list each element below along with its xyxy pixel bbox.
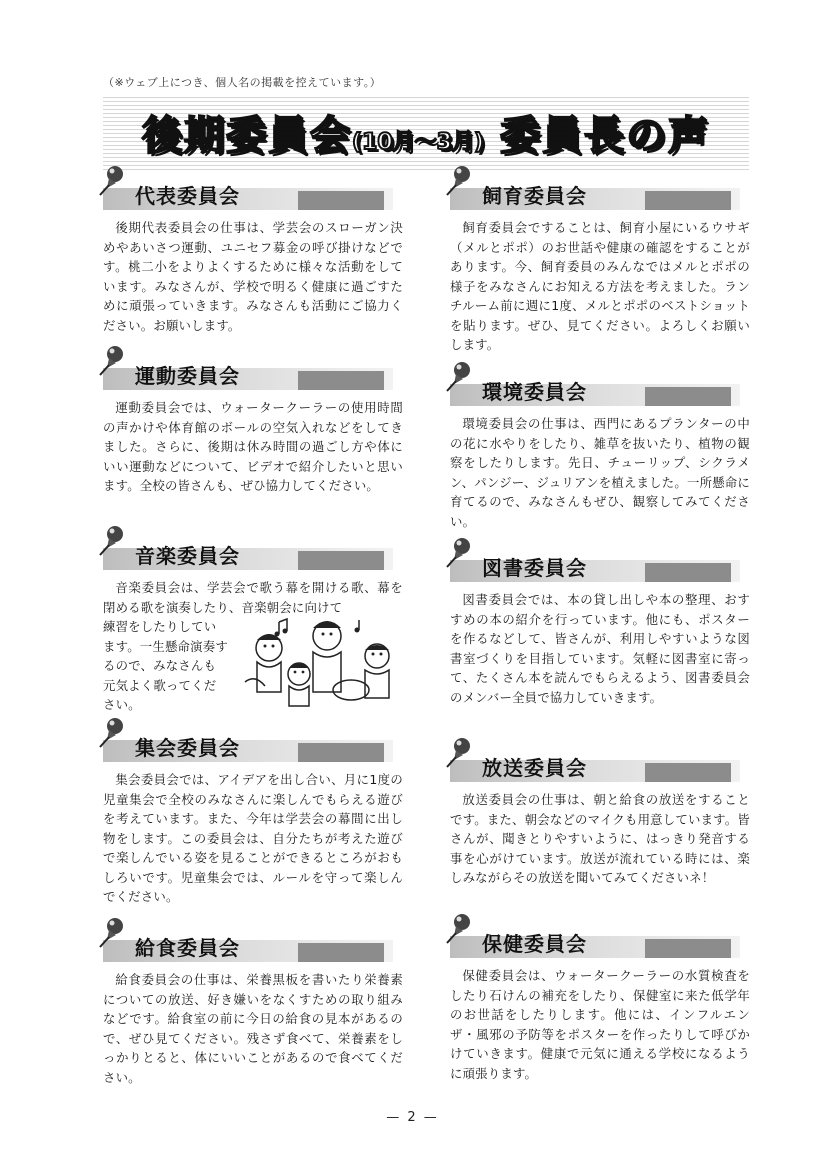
section-title: 運動委員会 [135, 364, 240, 388]
pushpin-icon [442, 360, 476, 394]
section-title: 給食委員会 [135, 936, 240, 960]
section-title: 集会委員会 [135, 736, 240, 760]
music-band-illustration [239, 612, 399, 710]
section-tosho [450, 548, 750, 707]
section-title: 飼育委員会 [482, 184, 587, 208]
section-body: 音楽委員会は、学芸会で歌う幕を開ける歌、幕を閉める歌を演奏したり、音楽朝会に向けて [103, 580, 403, 615]
title-tail: 委員長の声 [499, 112, 710, 159]
section-undo [103, 356, 403, 496]
section-header [450, 176, 750, 212]
section-body: 運動委員会では、ウォータークーラーの使用時間の声かけや体育館のボールの空気入れなどをしてきました。さらに、後期は休み時間の過ごし方や体にいい運動などについて、ビデオで紹介したいと思います。全校の皆さんも、ぜひ協力してください。 [103, 400, 403, 493]
section-title: 放送委員会 [482, 756, 587, 780]
redacted-name [645, 763, 731, 782]
section-body-continued: 練習をしたりしています。一生懸命演奏するので、みなさんも元気よく歌ってください。 [103, 619, 228, 712]
section-kyushoku [103, 928, 403, 1087]
section-hoso [450, 748, 750, 888]
section-header [450, 924, 750, 960]
redacted-name [298, 371, 384, 390]
redacted-name [298, 191, 384, 210]
redacted-name [298, 743, 384, 762]
section-kankyo [450, 372, 750, 531]
section-header [103, 356, 403, 392]
section-header [103, 176, 403, 212]
section-header [103, 536, 403, 572]
section-header [450, 548, 750, 584]
redacted-name [645, 191, 731, 210]
section-hoken [450, 924, 750, 1083]
section-shukai [103, 728, 403, 907]
section-title: 代表委員会 [135, 184, 240, 208]
pushpin-icon [442, 536, 476, 570]
redacted-name [645, 939, 731, 958]
page-title [142, 104, 710, 161]
section-header [450, 748, 750, 784]
title-period: (10月〜3月) [352, 129, 485, 155]
section-title: 図書委員会 [482, 556, 587, 580]
pushpin-icon [442, 736, 476, 770]
title-banner [103, 94, 749, 170]
redacted-name [298, 551, 384, 570]
section-daihyo [103, 176, 403, 335]
page-number: — 2 — [386, 1110, 439, 1125]
redacted-name [645, 387, 731, 406]
pushpin-icon [95, 916, 129, 950]
section-header [450, 372, 750, 408]
section-body: 後期代表委員会の仕事は、学芸会のスローガン決めやあいさつ運動、ユニセフ募金の呼び掛けなどです。桃二小をよりよくするために様々な活動をしています。みなさんが、学校で明るく健康に過ごすために頑張っていきます。みなさんも活動にご協力ください。お願いします。 [103, 220, 403, 333]
section-body: 放送委員会の仕事は、朝と給食の放送をすることです。また、朝会などのマイクも用意しています。皆さんが、聞きとりやすいように、はっきり発音する事を心がけています。放送が流れている時には、楽しみながらその放送を聞いてみてくださいネ！ [450, 792, 750, 885]
redacted-name [298, 943, 384, 962]
pushpin-icon [95, 164, 129, 198]
pushpin-icon [442, 164, 476, 198]
section-body: 飼育委員会ですることは、飼育小屋にいるウサギ（メルとポポ）のお世話や健康の確認をすることがあります。今、飼育委員のみんなではメルとポポの様子をみなさんにお知える方法を考えました。ランチルーム前に週に1度、メルとポポのベストショットを貼ります。ぜひ、見てください。よろしくお願いします。 [450, 220, 750, 352]
pushpin-icon [95, 524, 129, 558]
section-body: 図書委員会では、本の貸し出しや本の整理、おすすめの本の紹介を行っています。他にも、ポスターを作るなどして、皆さんが、利用しやすいような図書室づくりを目指しています。気軽に図書室に寄って、たくさん本を読んでもらえるよう、図書委員会のメンバー全員で協力していきます。 [450, 592, 750, 705]
section-header [103, 928, 403, 964]
pushpin-icon [95, 716, 129, 750]
section-body: 保健委員会は、ウォータークーラーの水質検査をしたり石けんの補充をしたり、保健室に来た低学年のお世話をしたりします。他には、インフルエンザ・風邪の予防等をポスターを作ったりして呼びかけていきます。健康で元気に通える学校になるように頑張ります。 [450, 968, 750, 1081]
section-body: 環境委員会の仕事は、西門にあるプランターの中の花に水やりをしたり、雑草を抜いたり、植物の観察をしたりします。先日、チューリップ、シクラメン、パンジー、ジュリアンを植えました。一所懸命に育てるので、みなさんもぜひ、観察してみてください。 [450, 416, 750, 529]
section-body: 給食委員会の仕事は、栄養黒板を書いたり栄養素についての放送、好き嫌いをなくすための取り組みなどです。給食室の前に今日の給食の見本があるので、ぜひ見てください。残さず食べて、栄養素をしっかりとると、体にいいことがあるので食べてください。 [103, 972, 403, 1085]
section-title: 保健委員会 [482, 932, 587, 956]
section-body: 集会委員会では、アイデアを出し合い、月に1度の児童集会で全校のみなさんに楽しんでもらえる遊びを考えています。また、今年は学芸会の幕間に出し物をします。この委員会は、自分たちが考えた遊びで楽しんでいる姿を見ることができるところがおもしろいです。児童集会では、ルールを守って楽しんでください。 [103, 772, 403, 904]
section-title: 音楽委員会 [135, 544, 240, 568]
section-shiiku [450, 176, 750, 355]
pushpin-icon [442, 912, 476, 946]
redacted-name [645, 563, 731, 582]
privacy-note: （※ウェブ上につき、個人名の掲載を控えています。） [103, 76, 382, 89]
section-header [103, 728, 403, 764]
pushpin-icon [95, 344, 129, 378]
section-title: 環境委員会 [482, 380, 587, 404]
title-main: 後期委員会 [142, 112, 352, 159]
section-ongaku [103, 536, 403, 715]
